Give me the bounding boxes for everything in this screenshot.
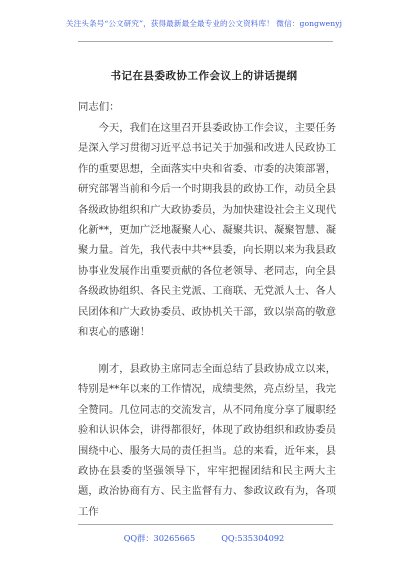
footer-divider xyxy=(78,524,333,525)
footer-contacts xyxy=(0,533,408,544)
header-promo-text: 关注头条号“公文研究”，获得最新最全最专业的公文资料库！ 微信：gongwenyj xyxy=(65,19,343,28)
document-title: 书记在县委政协工作会议上的讲话提纲 xyxy=(110,70,298,82)
header-divider xyxy=(78,41,333,42)
footer-qq-group: QQ群：30265665 xyxy=(123,533,196,543)
salutation: 同志们： xyxy=(78,101,120,113)
paragraph-2: 刚才，县政协主席同志全面总结了县政协成立以来，特别是**年以来的工作情况，成绩斐然，亮点纷呈，我完全赞同。几位同志的交流发言，从不同角度分享了履职经验和认识体会，讲得都很好，体现了政协组织和政协委员围绕中心、服务大局的责任担当。总的来看，近年来，县政协在县委的坚强领导下，牢牢把握团结和民主两大主题，政治协商有方、民主监督有力、参政议政有为，各项工作 xyxy=(78,363,336,518)
footer-qq: QQ:535304092 xyxy=(221,533,285,543)
paragraph-1: 今天，我们在这里召开县委政协工作会议，主要任务是深入学习贯彻习近平总书记关于加强和改进人民政协工作的重要思想，全面落实中央和省委、市委的决策部署，研究部署当前和今后一个时期我县的政协工作，动员全县各级政协组织和广大政协委员，为加快建设社会主义现代化新**，更加广泛地凝聚人心、凝聚共识、凝聚智慧、凝聚力量。首先，我代表中共**县委，向长期以来为我县政协事业发展作出重要贡献的各位老领导、老同志，向全县各级政协组织、各民主党派、工商联、无党派人士、各人民团体和广大政协委员、政协机关干部，致以崇高的敬意和衷心的感谢！ xyxy=(78,122,336,339)
